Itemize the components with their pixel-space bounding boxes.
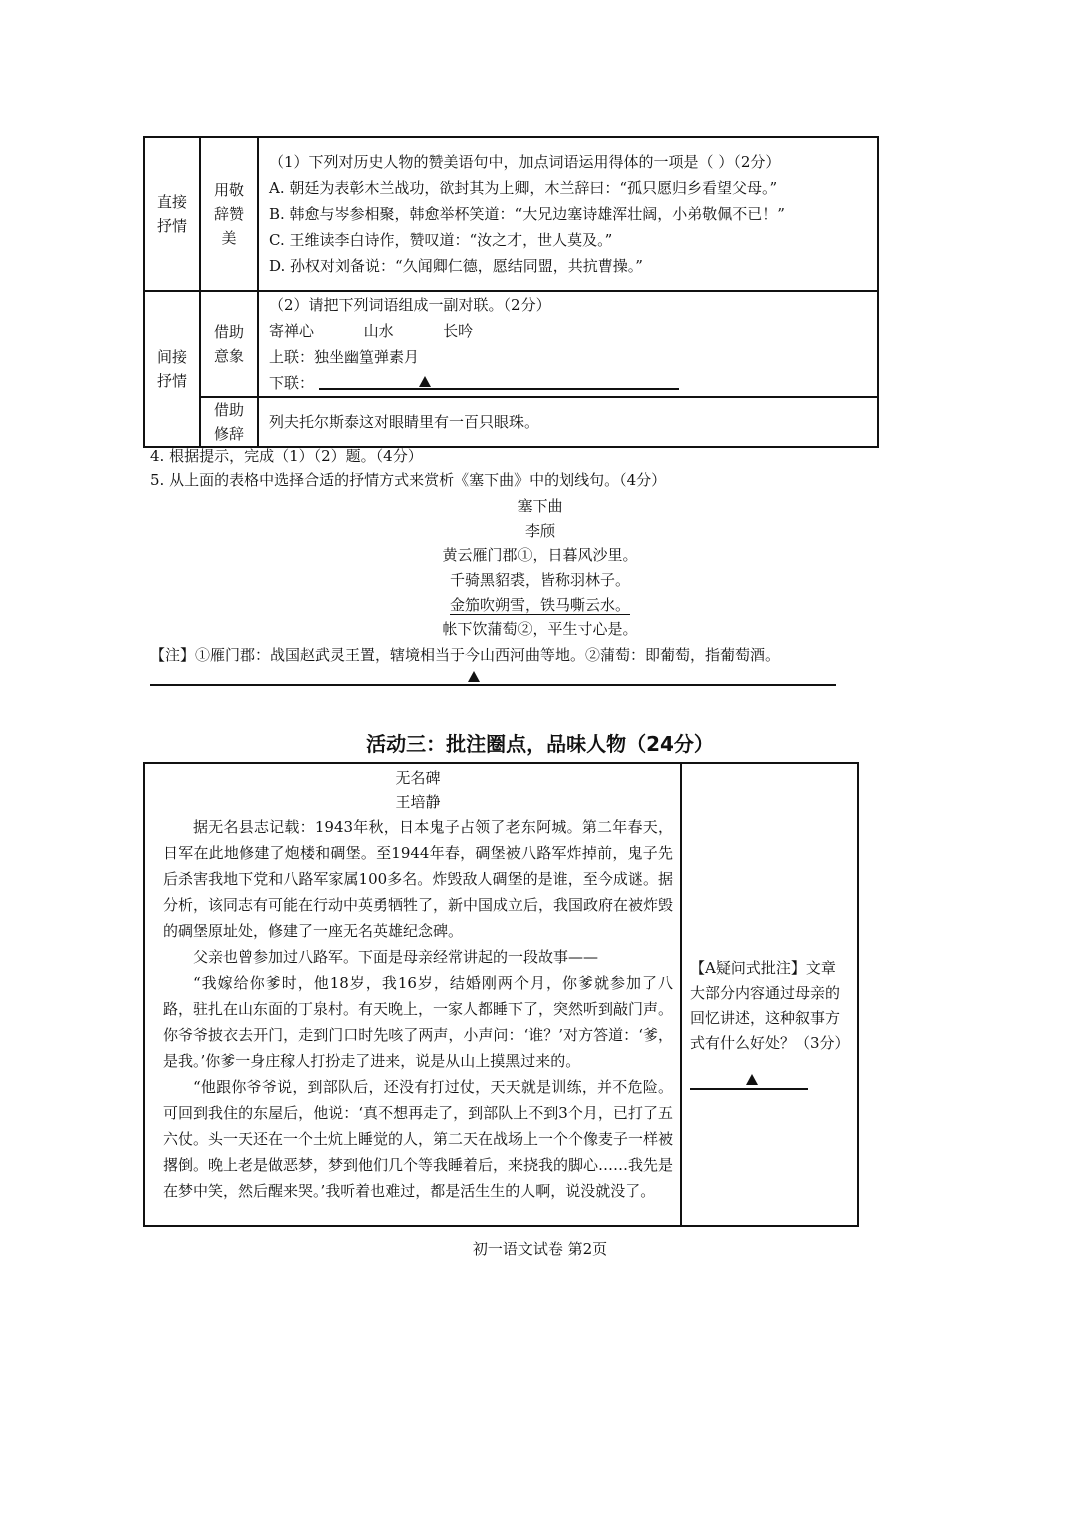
sub-honorific-label: 用敬辞赞美	[213, 181, 244, 247]
essay-paragraph-3: “我嫁给你爹时，他18岁，我16岁，结婚刚两个月，你爹就参加了八路，驻扎在山东面的丁泉村。有天晚上，一家人都睡下了，突然听到敲门声。你爷爷披衣去开门，走到门口时先咳了两声，小声问：‘谁？’对方答道：‘爹，是我。’你爹一身庄稼人打扮走了进来，说是从山上摸黑过来的。	[163, 974, 674, 1070]
essay-author: 王培静	[395, 793, 441, 811]
answer-line-q5[interactable]	[150, 684, 836, 686]
option-d: D. 孙权对刘备说：“久闻卿仁德，愿结同盟，共抗曹操。”	[269, 257, 643, 275]
category-direct-label: 直接抒情	[156, 193, 187, 235]
poem-line-3: 金笳吹朔雪，铁马嘶云水。	[449, 596, 630, 614]
option-c: C. 王维读李白诗作，赞叹道：“汝之才，世人莫及。”	[269, 231, 613, 249]
poem-title: 塞下曲	[517, 497, 563, 515]
rhetoric-example: 列夫托尔斯泰这对眼睛里有一百只眼珠。	[269, 413, 540, 431]
sub-honorific	[200, 137, 258, 291]
question-4: 4. 根据提示，完成（1）（2）题。（4分）	[150, 447, 423, 465]
triangle-icon	[419, 376, 431, 387]
column-divider	[680, 764, 682, 1225]
question-5: 5. 从上面的表格中选择合适的抒情方式来赏析《塞下曲》中的划线句。（4分）	[150, 471, 667, 489]
question-1-cell	[258, 137, 878, 291]
lyric-method-table	[143, 136, 879, 448]
upper-couplet: 上联：独坐幽篁弹素月	[269, 348, 420, 366]
essay-paragraph-4: “他跟你爷爷说，到部队后，还没有打过仗，天天就是训练，并不危险。可回到我住的东屋后，他说：‘真不想再走了，到部队上不到3个月，已打了五六仗。头一天还在一个土炕上睡觉的人，第二天在战场上一个个像麦子一样被撂倒。晚上老是做恶梦，梦到他们几个等我睡着后，来挠我的脚心……我先是在梦中笑，然后醒来哭。’我听着也难过，都是活生生的人啊，说没就没了。	[163, 1078, 674, 1200]
couplet-words	[259, 318, 877, 344]
annotation-a-text: 【A疑问式批注】文章大部分内容通过母亲的回忆讲述，这种叙事方式有什么好处？（3分）	[690, 959, 850, 1052]
category-direct	[144, 137, 200, 291]
question-2: （2）请把下列词语组成一副对联。（2分）	[269, 296, 551, 314]
activity-3-heading: 活动三：批注圈点，品味人物（24分）	[366, 732, 714, 756]
question-1: （1）下列对历史人物的赞美语句中，加点词语运用得体的一项是（ ）（2分）	[269, 153, 781, 171]
essay-paragraph-2: 父亲也曾参加过八路军。下面是母亲经常讲起的一段故事——	[193, 948, 599, 966]
essay-paragraph-1: 据无名县志记载：1943年秋，日本鬼子占领了老东阿城。第二年春天，日军在此地修建了炮楼和碉堡。至1944年春，碉堡被八路军炸掉前，鬼子先后杀害我地下党和八路军家属100多名。炸毁敌人碉堡的是谁，至今成谜。据分析，该同志有可能在行动中英勇牺牲了，新中国成立后，我国政府在被炸毁的碉堡原址处，修建了一座无名英雄纪念碑。	[163, 818, 674, 940]
option-b: B. 韩愈与岑参相聚，韩愈举杯笑道：“大兄边塞诗雄浑壮阔，小弟敬佩不已！”	[269, 205, 785, 223]
essay-title: 无名碑	[395, 769, 441, 787]
poem-note: 【注】①雁门郡：战国赵武灵王置，辖境相当于今山西河曲等地。②蒲萄：即葡萄，指葡萄酒。	[150, 646, 781, 664]
annotation-a	[690, 956, 850, 1090]
lower-couplet-label: 下联：	[269, 374, 315, 392]
page-footer: 初一语文试卷 第2页	[472, 1240, 608, 1258]
sub-rhetoric	[200, 397, 258, 447]
word-1: 寄禅心	[269, 322, 315, 340]
question-2-cell	[258, 291, 878, 397]
category-indirect	[144, 291, 200, 447]
category-indirect-label: 间接抒情	[156, 348, 187, 390]
triangle-icon	[746, 1074, 758, 1085]
word-2: 山水	[363, 322, 394, 340]
triangle-icon	[468, 671, 480, 682]
lower-couplet-row	[259, 370, 877, 396]
poem-author: 李颀	[524, 522, 555, 540]
poem-line-1: 黄云雁门郡①，日暮风沙里。	[442, 546, 638, 564]
answer-blank[interactable]	[319, 378, 679, 390]
word-3: 长吟	[443, 322, 474, 340]
sub-imagery	[200, 291, 258, 397]
poem-line-2: 千骑黑貂裘，皆称羽林子。	[449, 571, 630, 589]
option-a: A. 朝廷为表彰木兰战功，欲封其为上卿，木兰辞曰：“孤只愿归乡看望父母。”	[269, 179, 778, 197]
reading-table	[143, 762, 859, 1227]
sub-rhetoric-label: 借助修辞	[213, 401, 244, 443]
rhetoric-example-cell	[258, 397, 878, 447]
sub-imagery-label: 借助意象	[213, 323, 244, 365]
poem-line-4: 帐下饮蒲萄②，平生寸心是。	[442, 620, 638, 638]
essay	[163, 764, 673, 1204]
poem-line-3-wrap	[0, 593, 1080, 617]
annotation-answer-line[interactable]	[690, 1074, 808, 1090]
